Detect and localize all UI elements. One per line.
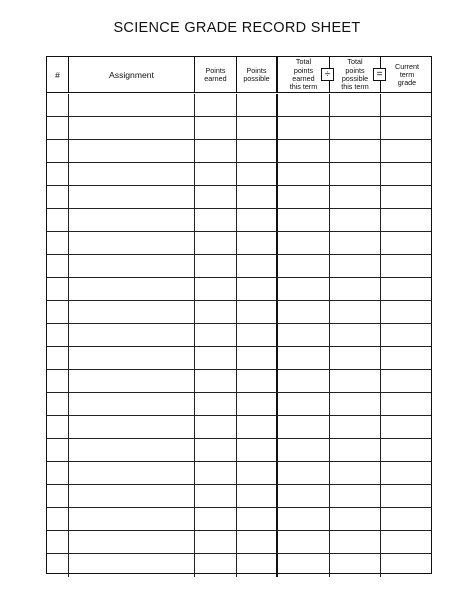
cell-points-possible[interactable] — [237, 209, 278, 231]
cell-current-grade[interactable] — [381, 554, 433, 577]
cell-total-possible[interactable] — [330, 186, 381, 208]
cell-points-possible[interactable] — [237, 462, 278, 484]
cell-total-possible[interactable] — [330, 347, 381, 369]
cell-total-possible[interactable] — [330, 370, 381, 392]
cell-assignment[interactable] — [69, 370, 195, 392]
cell-total-earned[interactable] — [278, 485, 330, 507]
cell-total-earned[interactable] — [278, 393, 330, 415]
cell-points-possible[interactable] — [237, 301, 278, 323]
table-row — [47, 370, 431, 393]
cell-total-possible[interactable] — [330, 209, 381, 231]
cell-points-earned[interactable] — [195, 163, 237, 185]
equals-sign: = — [373, 68, 386, 81]
cell-current-grade[interactable] — [381, 462, 433, 484]
cell-current-grade[interactable] — [381, 186, 433, 208]
cell-assignment[interactable] — [69, 347, 195, 369]
cell-points-earned[interactable] — [195, 370, 237, 392]
cell-current-grade[interactable] — [381, 416, 433, 438]
cell-total-possible[interactable] — [330, 554, 381, 577]
cell-points-earned[interactable] — [195, 117, 237, 139]
cell-number[interactable] — [47, 347, 69, 369]
cell-current-grade[interactable] — [381, 301, 433, 323]
cell-number[interactable] — [47, 163, 69, 185]
cell-assignment[interactable] — [69, 117, 195, 139]
page-title: SCIENCE GRADE RECORD SHEET — [113, 20, 361, 36]
cell-total-possible[interactable] — [330, 140, 381, 162]
cell-total-possible[interactable] — [330, 462, 381, 484]
cell-number[interactable] — [47, 554, 69, 577]
cell-number[interactable] — [47, 140, 69, 162]
cell-number[interactable] — [47, 324, 69, 346]
cell-total-possible[interactable] — [330, 163, 381, 185]
table-row — [47, 439, 431, 462]
cell-current-grade[interactable] — [381, 278, 433, 300]
cell-total-earned[interactable] — [278, 278, 330, 300]
cell-total-earned[interactable] — [278, 301, 330, 323]
cell-points-possible[interactable] — [237, 370, 278, 392]
table-row — [47, 393, 431, 416]
cell-assignment[interactable] — [69, 462, 195, 484]
cell-total-earned[interactable] — [278, 94, 330, 116]
header-points-earned — [195, 57, 237, 93]
cell-points-earned[interactable] — [195, 416, 237, 438]
cell-current-grade[interactable] — [381, 94, 433, 116]
cell-total-earned[interactable] — [278, 209, 330, 231]
cell-total-possible[interactable] — [330, 439, 381, 461]
cell-total-possible[interactable] — [330, 255, 381, 277]
cell-current-grade[interactable] — [381, 347, 433, 369]
cell-number[interactable] — [47, 232, 69, 254]
cell-number[interactable] — [47, 278, 69, 300]
cell-total-earned[interactable] — [278, 439, 330, 461]
cell-current-grade[interactable] — [381, 324, 433, 346]
cell-points-earned[interactable] — [195, 508, 237, 530]
cell-total-possible[interactable] — [330, 324, 381, 346]
cell-assignment[interactable] — [69, 485, 195, 507]
header-assignment — [69, 57, 195, 93]
header-divider — [47, 92, 431, 93]
table-row — [47, 531, 431, 554]
cell-number[interactable] — [47, 462, 69, 484]
cell-number[interactable] — [47, 439, 69, 461]
cell-points-possible[interactable] — [237, 94, 278, 116]
cell-points-earned[interactable] — [195, 255, 237, 277]
cell-points-earned[interactable] — [195, 439, 237, 461]
grade-record-table — [46, 56, 432, 574]
cell-total-possible[interactable] — [330, 301, 381, 323]
cell-points-earned[interactable] — [195, 393, 237, 415]
cell-total-earned[interactable] — [278, 462, 330, 484]
cell-points-possible[interactable] — [237, 186, 278, 208]
cell-assignment[interactable] — [69, 209, 195, 231]
cell-total-possible[interactable] — [330, 278, 381, 300]
header-number — [47, 57, 69, 93]
table-row — [47, 301, 431, 324]
cell-points-earned[interactable] — [195, 278, 237, 300]
cell-current-grade[interactable] — [381, 209, 433, 231]
cell-assignment[interactable] — [69, 94, 195, 116]
cell-assignment[interactable] — [69, 140, 195, 162]
cell-total-earned[interactable] — [278, 163, 330, 185]
cell-number[interactable] — [47, 117, 69, 139]
cell-number[interactable] — [47, 508, 69, 530]
cell-total-possible[interactable] — [330, 393, 381, 415]
divide-sign: ÷ — [321, 68, 334, 81]
cell-total-possible[interactable] — [330, 117, 381, 139]
cell-total-earned[interactable] — [278, 554, 330, 577]
cell-points-possible[interactable] — [237, 554, 278, 577]
cell-current-grade[interactable] — [381, 140, 433, 162]
cell-points-earned[interactable] — [195, 324, 237, 346]
cell-points-earned[interactable] — [195, 462, 237, 484]
cell-points-possible[interactable] — [237, 531, 278, 553]
cell-current-grade[interactable] — [381, 255, 433, 277]
cell-number[interactable] — [47, 485, 69, 507]
cell-current-grade[interactable] — [381, 370, 433, 392]
cell-current-grade[interactable] — [381, 117, 433, 139]
cell-total-earned[interactable] — [278, 140, 330, 162]
cell-total-earned[interactable] — [278, 508, 330, 530]
cell-number[interactable] — [47, 370, 69, 392]
cell-number[interactable] — [47, 186, 69, 208]
cell-total-earned[interactable] — [278, 347, 330, 369]
table-row — [47, 186, 431, 209]
cell-total-earned[interactable] — [278, 416, 330, 438]
cell-current-grade[interactable] — [381, 163, 433, 185]
table-row — [47, 209, 431, 232]
cell-total-earned[interactable] — [278, 324, 330, 346]
cell-points-possible[interactable] — [237, 232, 278, 254]
header-label: Total points possible this term — [341, 57, 369, 92]
cell-points-earned[interactable] — [195, 347, 237, 369]
cell-points-earned[interactable] — [195, 186, 237, 208]
table-body — [47, 94, 431, 573]
cell-points-earned[interactable] — [195, 94, 237, 116]
cell-assignment[interactable] — [69, 508, 195, 530]
cell-number[interactable] — [47, 301, 69, 323]
cell-assignment[interactable] — [69, 186, 195, 208]
cell-number[interactable] — [47, 416, 69, 438]
cell-assignment[interactable] — [69, 301, 195, 323]
table-row — [47, 94, 431, 117]
header-points-possible — [237, 57, 278, 93]
cell-number[interactable] — [47, 531, 69, 553]
cell-number[interactable] — [47, 209, 69, 231]
cell-current-grade[interactable] — [381, 393, 433, 415]
cell-points-earned[interactable] — [195, 232, 237, 254]
table-row — [47, 485, 431, 508]
header-label: Points earned — [204, 65, 227, 83]
cell-number[interactable] — [47, 255, 69, 277]
cell-current-grade[interactable] — [381, 485, 433, 507]
table-row — [47, 554, 431, 577]
cell-points-possible[interactable] — [237, 255, 278, 277]
cell-total-possible[interactable] — [330, 531, 381, 553]
cell-total-earned[interactable] — [278, 232, 330, 254]
header-label: Points possible — [243, 65, 270, 83]
cell-assignment[interactable] — [69, 554, 195, 577]
cell-points-possible[interactable] — [237, 117, 278, 139]
cell-number[interactable] — [47, 393, 69, 415]
table-row — [47, 232, 431, 255]
cell-points-earned[interactable] — [195, 301, 237, 323]
cell-points-possible[interactable] — [237, 508, 278, 530]
table-row — [47, 140, 431, 163]
cell-assignment[interactable] — [69, 232, 195, 254]
cell-points-earned[interactable] — [195, 140, 237, 162]
cell-current-grade[interactable] — [381, 531, 433, 553]
cell-points-earned[interactable] — [195, 485, 237, 507]
cell-current-grade[interactable] — [381, 439, 433, 461]
table-row — [47, 416, 431, 439]
header-current-grade — [381, 57, 433, 93]
cell-current-grade[interactable] — [381, 508, 433, 530]
header-label: # — [55, 69, 60, 80]
header-label: Current term grade — [395, 61, 419, 88]
table-row — [47, 462, 431, 485]
cell-total-possible[interactable] — [330, 94, 381, 116]
header-label: Total points earned this term — [289, 57, 318, 92]
cell-points-possible[interactable] — [237, 163, 278, 185]
cell-current-grade[interactable] — [381, 232, 433, 254]
cell-total-earned[interactable] — [278, 255, 330, 277]
cell-assignment[interactable] — [69, 531, 195, 553]
table-row — [47, 508, 431, 531]
table-row — [47, 278, 431, 301]
table-row — [47, 324, 431, 347]
cell-total-earned[interactable] — [278, 531, 330, 553]
cell-points-earned[interactable] — [195, 554, 237, 577]
cell-total-possible[interactable] — [330, 416, 381, 438]
cell-points-possible[interactable] — [237, 416, 278, 438]
cell-total-earned[interactable] — [278, 117, 330, 139]
cell-total-possible[interactable] — [330, 508, 381, 530]
cell-number[interactable] — [47, 94, 69, 116]
cell-points-possible[interactable] — [237, 485, 278, 507]
cell-points-possible[interactable] — [237, 140, 278, 162]
cell-total-possible[interactable] — [330, 232, 381, 254]
cell-total-possible[interactable] — [330, 485, 381, 507]
cell-points-possible[interactable] — [237, 347, 278, 369]
cell-assignment[interactable] — [69, 439, 195, 461]
cell-assignment[interactable] — [69, 324, 195, 346]
cell-assignment[interactable] — [69, 393, 195, 415]
cell-points-possible[interactable] — [237, 439, 278, 461]
cell-total-earned[interactable] — [278, 186, 330, 208]
cell-points-earned[interactable] — [195, 209, 237, 231]
cell-points-earned[interactable] — [195, 531, 237, 553]
cell-points-possible[interactable] — [237, 393, 278, 415]
cell-assignment[interactable] — [69, 255, 195, 277]
cell-assignment[interactable] — [69, 416, 195, 438]
cell-assignment[interactable] — [69, 163, 195, 185]
table-row — [47, 163, 431, 186]
table-row — [47, 347, 431, 370]
table-row — [47, 117, 431, 140]
header-label: Assignment — [109, 69, 154, 80]
cell-points-possible[interactable] — [237, 324, 278, 346]
table-row — [47, 255, 431, 278]
cell-total-earned[interactable] — [278, 370, 330, 392]
cell-points-possible[interactable] — [237, 278, 278, 300]
cell-assignment[interactable] — [69, 278, 195, 300]
